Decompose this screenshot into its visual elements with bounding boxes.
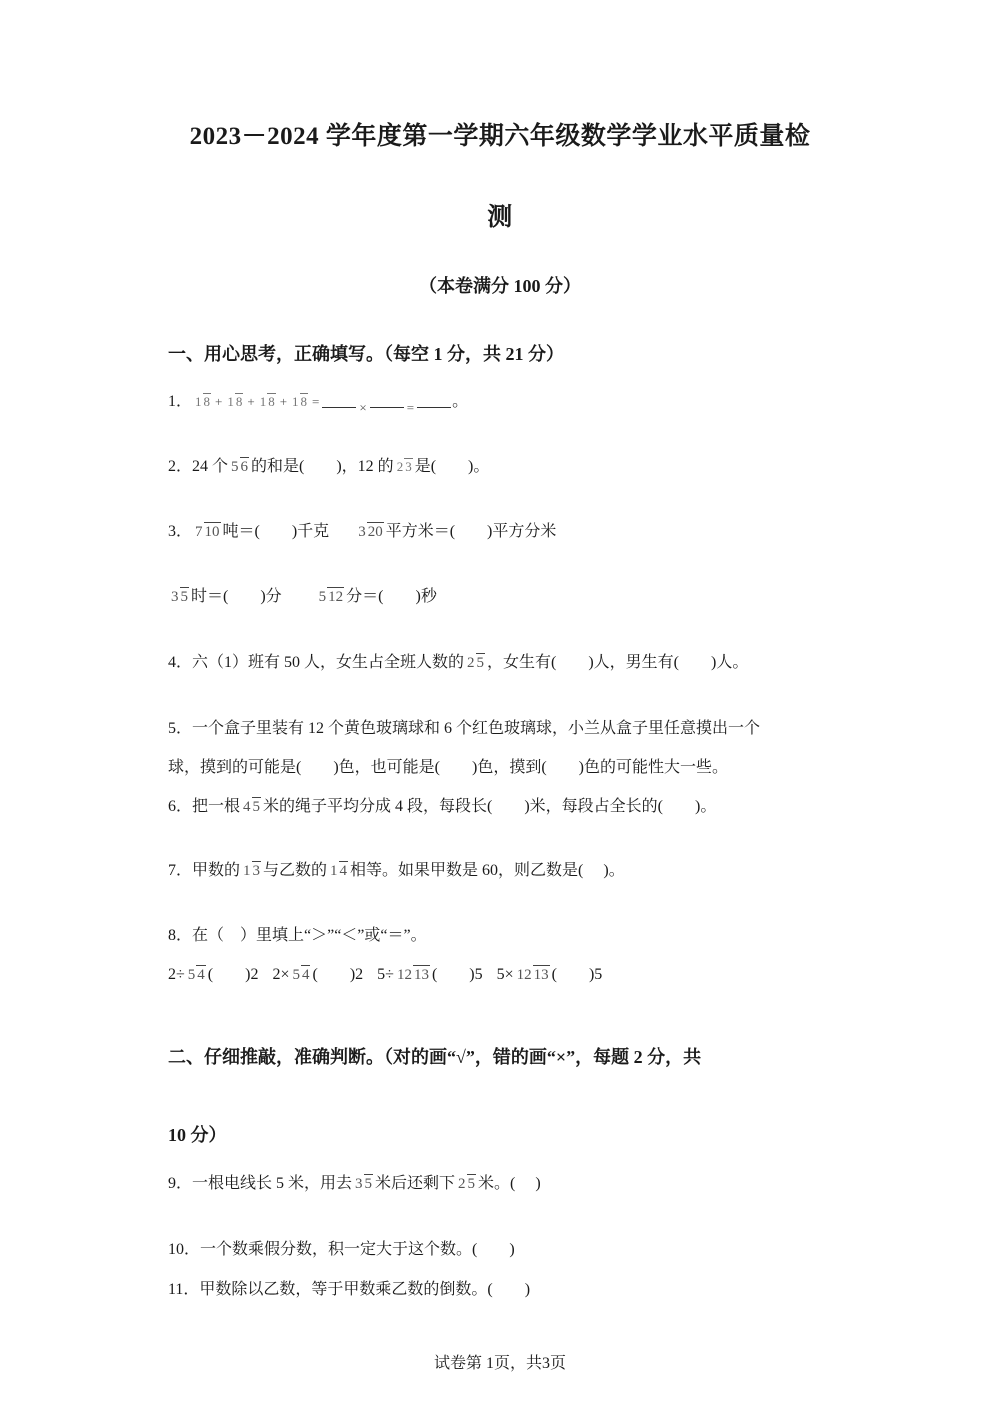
section-1-heading: 一、用心思考，正确填写。（每空 1 分，共 21 分） [168,344,564,364]
fraction: 5 6 [231,459,249,475]
question-5-continued: 球，摸到的可能是( )色，也可能是( )色，摸到( )色的可能性大一些。 [168,759,728,776]
question-11: 11．甲数除以乙数，等于甲数乘乙数的倒数。( ) [168,1281,531,1298]
fraction: 2 5 [458,1176,476,1192]
fraction: 12 13 [516,967,549,983]
question-1: 1． 1 8 + 1 8 + 1 8 + 1 8 = × = 。 [168,392,469,416]
fraction: 5 4 [187,967,205,983]
fraction: 4 5 [243,799,261,815]
question-2: 2．24 个 5 6 的和是( )，12 的 2 3 是( )。 [168,457,490,475]
section-2-heading: 二、仔细推敲，准确判断。（对的画“√”，错的画“×”，每题 2 分，共 [168,1047,702,1067]
fraction: 1 3 [243,863,261,879]
fraction: 1 8 [227,394,243,409]
answer-blank[interactable] [417,406,451,408]
answer-blank[interactable] [322,406,356,408]
fraction: 2 3 [396,459,412,475]
section-2-heading-continued: 10 分） [168,1125,227,1145]
question-3: 3． 7 10 吨＝( )千克 3 20 平方米＝( )平方分米 [168,522,557,540]
fraction: 3 5 [355,1176,373,1192]
fraction: 1 8 [259,394,275,409]
exam-title-line2: 测 [487,204,513,231]
fraction: 1 8 [195,394,211,409]
fraction: 12 13 [396,967,429,983]
fraction: 1 4 [330,863,348,879]
question-10: 10．一个数乘假分数，积一定大于这个数。( ) [168,1241,515,1258]
question-9: 9．一根电线长 5 米，用去 3 5 米后还剩下 2 5 米。( ) [168,1174,541,1192]
fraction: 3 20 [358,524,383,540]
q1-number: 1． [168,392,193,410]
fraction: 1 8 [292,394,308,409]
question-7: 7．甲数的 1 3 与乙数的 1 4 相等。如果甲数是 60，则乙数是( )。 [168,861,625,879]
question-8: 8．在（ ）里填上“＞”“＜”或“＝”。 [168,927,427,944]
fraction: 5 4 [292,967,310,983]
answer-blank[interactable] [370,406,404,408]
exam-subtitle: （本卷满分 100 分） [419,276,581,296]
question-4: 4．六（1）班有 50 人，女生占全班人数的 2 5 ，女生有( )人，男生有( )人。 [168,653,749,671]
question-8-items: 2÷ 5 4 ( )2 2× 5 4 ( )2 5÷ 12 13 ( )5 5× 12 13 ( )5 [168,965,603,983]
question-5: 5．一个盒子里装有 12 个黄色玻璃球和 6 个红色玻璃球，小兰从盒子里任意摸出一个 [168,720,761,737]
exam-title-line1: 2023－2024 学年度第一学期六年级数学学业水平质量检 [189,123,811,150]
question-6: 6．把一根 4 5 米的绳子平均分成 4 段，每段长( )米，每段占全长的( )。 [168,797,717,815]
page-footer: 试卷第 1页，共3页 [433,1355,566,1372]
fraction: 3 5 [171,589,188,605]
fraction: 5 12 [318,589,344,605]
fraction: 2 5 [467,655,485,671]
fraction: 7 10 [195,524,220,540]
question-3-continued: 3 5 时＝( )分 5 12 分＝( )秒 [171,587,437,605]
